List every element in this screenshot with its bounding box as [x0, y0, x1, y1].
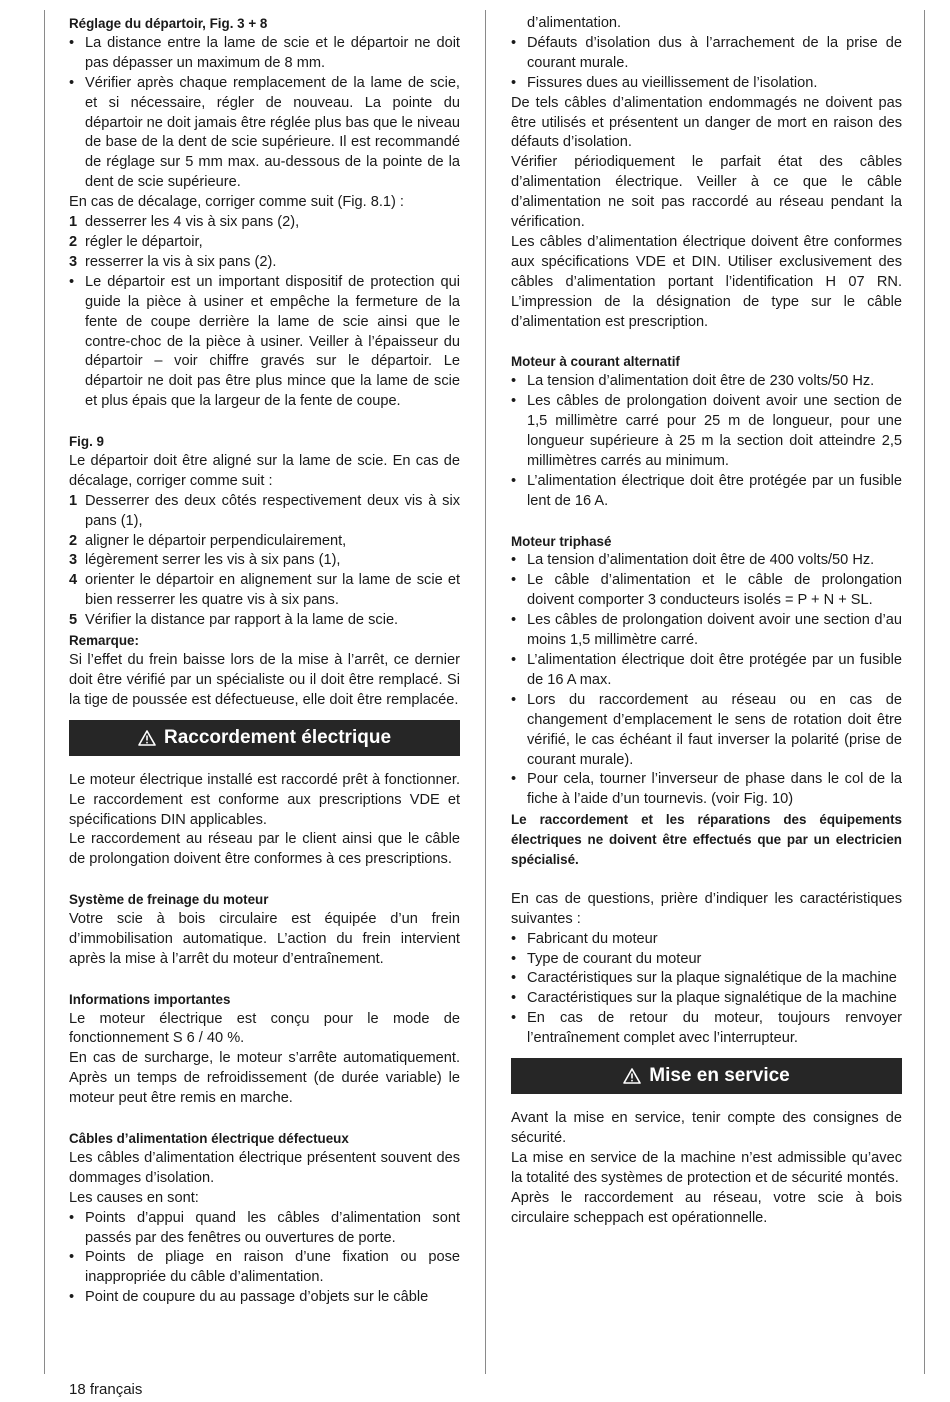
spacer — [69, 970, 460, 990]
verification-paragraph: Vérifier périodiquement le parfait état des câbles d’alimentation électrique. Veiller à ce que le câble d’alimentation ne soit pas raccordé au réseau pendant la vérification. — [511, 154, 902, 231]
reglage-title: Réglage du départoir, Fig. 3 + 8 — [69, 16, 268, 31]
spacer — [511, 333, 902, 353]
step-text: Desserrer des deux côtés respectivement deux vis à six pans (1), — [85, 492, 460, 529]
step-number: 5 — [69, 612, 78, 629]
mise-en-service-heading-bar — [511, 1058, 902, 1094]
list-item: • Caractéristiques sur la plaque signalétique de la machine — [511, 969, 902, 989]
tri-bullets — [511, 551, 902, 810]
spacer — [69, 1109, 460, 1129]
tri-title: Moteur triphasé — [511, 533, 612, 549]
step-text: orienter le départoir en alignement sur la lame de scie et bien resserrer les quatre vis à six pans. — [85, 572, 460, 609]
decalage-steps — [69, 213, 460, 273]
alt-bullets — [511, 372, 902, 511]
questions-intro: En cas de questions, prière d’indiquer les caractéristiques suivantes : — [511, 890, 902, 927]
list-item: • Fabricant du moteur — [511, 930, 902, 950]
column-divider-left — [44, 10, 45, 1374]
remarque-text: Si l’effet du frein baisse lors de la mise à l’arrêt, ce dernier doit être vérifié par un spécialiste ou il doit être remplacé. Si la tige de poussée est défectueuse, elle doit être remplacée. — [69, 651, 460, 708]
raccordement-heading: Raccordement électrique — [163, 726, 392, 748]
list-item: • Les câbles de prolongation doivent avoir une section de 1,5 millimètre carré pour 25 m de longueur, pour une longueur supérieure à 25 m la section doit atteindre 2,5 millimètres carrés au minimum. — [511, 392, 902, 472]
list-item: • L’alimentation électrique doit être protégée par un fusible de 16 A max. — [511, 651, 902, 691]
right-column — [511, 14, 902, 1229]
list-item: • Point de coupure du au passage d’objets sur le câble — [69, 1288, 460, 1308]
electrician-warning: Le raccordement et les réparations des équipements électriques ne doivent être effectués que par un electricien spécialisé. — [511, 812, 902, 868]
remarque-title: Remarque: — [69, 633, 139, 649]
mise-p3: Après le raccordement au réseau, votre scie à bois circulaire scheppach est opérationnelle. — [511, 1189, 902, 1226]
step-text: desserrer les 4 vis à six pans (2), — [85, 214, 300, 231]
questions-bullets — [511, 930, 902, 1049]
list-item: • En cas de retour du moteur, toujours renvoyer l’entraînement complet avec l’interrupteur. — [511, 1009, 902, 1049]
spacer — [69, 870, 460, 890]
step-number: 4 — [69, 572, 78, 589]
list-item: • Type de courant du moteur — [511, 950, 902, 970]
list-item: • Les câbles de prolongation doivent avoir une section d’au moins 1,5 millimètre carré. — [511, 611, 902, 651]
list-item — [69, 492, 460, 532]
list-item: • Le départoir est un important dispositif de protection qui guide la pièce à usiner et empêche la fermeture de la fente de coupe derrière la lame de scie ainsi que le contre-choc de la pièce à usiner. Veiller à l’épaisseur du départoir – voir chiffre gravés sur le départoir. Le départoir ne doit pas être plus mince que la lame de scie et plus épais que la largeur de la fente de coupe. — [69, 273, 460, 412]
cables-p2: Les causes en sont: — [69, 1189, 199, 1206]
infos-p2: En cas de surcharge, le moteur s’arrête automatiquement. Après un temps de refroidissement (de durée variable) le moteur peut être remis en marche. — [69, 1050, 460, 1107]
spacer — [511, 870, 902, 890]
page-footer: 18 français — [69, 1381, 143, 1398]
warning-triangle-icon — [138, 730, 156, 746]
step-text: resserrer la vis à six pans (2). — [85, 253, 277, 270]
list-item: • Défauts d’isolation dus à l’arrachement de la prise de courant murale. — [511, 34, 902, 74]
alt-title: Moteur à courant alternatif — [511, 354, 680, 370]
step-text: aligner le départoir perpendiculairement, — [85, 532, 347, 549]
list-item — [69, 551, 460, 571]
list-item: • Vérifier après chaque remplacement de la lame de scie, et si nécessaire, régler de nouveau. La pointe du départoir ne doit jamais être réglée plus bas que le niveau de base de la dent de scie supérieure. Il est recommandé de réglage sur 5 mm max. au-dessous de la pointe de la dent de scie supérieure. — [69, 74, 460, 193]
step-number: 1 — [69, 492, 78, 509]
mise-p2: La mise en service de la machine n’est admissible qu’avec la totalité des systèmes de protection et de sécurité montés. — [511, 1149, 902, 1186]
step-number: 2 — [69, 233, 78, 250]
left-column — [69, 14, 460, 1308]
list-item: • La distance entre la lame de scie et le départoir ne doit pas dépasser un maximum de 8 mm. — [69, 34, 460, 74]
raccordement-p2: Le raccordement au réseau par le client ainsi que le câble de prolongation doivent être conformes à ces prescriptions. — [69, 831, 460, 868]
list-item: • Pour cela, tourner l’inverseur de phase dans le col de la fiche à l’aide d’un tournevis. (voir Fig. 10) — [511, 770, 902, 810]
list-item: • La tension d’alimentation doit être de 230 volts/50 Hz. — [511, 372, 902, 392]
list-item: • Points de pliage en raison d’une fixation ou pose inappropriée du câble d’alimentation. — [69, 1248, 460, 1288]
fig9-title: Fig. 9 — [69, 434, 104, 450]
step-text: Vérifier la distance par rapport à la lame de scie. — [85, 612, 399, 629]
list-item: • La tension d’alimentation doit être de 400 volts/50 Hz. — [511, 551, 902, 571]
spacer — [69, 412, 460, 432]
departoir-bullets — [69, 273, 460, 412]
list-item: • Fissures dues au vieillissement de l’isolation. — [511, 74, 902, 94]
step-number: 2 — [69, 532, 78, 549]
step-number: 3 — [69, 552, 78, 569]
list-item — [69, 611, 460, 631]
list-item — [69, 571, 460, 611]
list-item: • Points d’appui quand les câbles d’alimentation sont passés par des fenêtres ou ouvertures de porte. — [69, 1209, 460, 1249]
list-item — [69, 233, 460, 253]
reglage-bullets — [69, 34, 460, 193]
raccordement-p1: Le moteur électrique installé est raccordé prêt à fonctionner. Le raccordement est conforme aux prescriptions VDE et spécifications DIN applicables. — [69, 771, 460, 828]
step-text: régler le départoir, — [85, 233, 203, 250]
warning-triangle-icon — [623, 1068, 641, 1084]
step-number: 1 — [69, 214, 78, 231]
decalage-intro: En cas de décalage, corriger comme suit (Fig. 8.1) : — [69, 194, 404, 211]
fig9-intro: Le départoir doit être aligné sur la lame de scie. En cas de décalage, corriger comme suit : — [69, 452, 460, 489]
continued-line: d’alimentation. — [527, 15, 622, 31]
raccordement-heading-bar — [69, 720, 460, 756]
list-item: • L’alimentation électrique doit être protégée par un fusible lent de 16 A. — [511, 472, 902, 512]
fig9-steps — [69, 492, 460, 631]
step-number: 3 — [69, 253, 78, 270]
list-item: • Lors du raccordement au réseau ou en cas de changement d’emplacement le sens de rotation doit être vérifié, le cas échéant il faut inverser la polarité (prise de courant murale). — [511, 691, 902, 771]
mise-en-service-heading: Mise en service — [649, 1065, 790, 1087]
spacer — [511, 512, 902, 532]
conformes-paragraph: Les câbles d’alimentation électrique doivent être conformes aux spécifications VDE et DIN. Utiliser exclusivement des câbles d’alimentation portant l’identification H 07 RN. L’impression de la désignation de type sur le câble d’alimentation est prescription. — [511, 233, 902, 330]
list-item: • Le câble d’alimentation et le câble de prolongation doivent comporter 3 conducteurs isolés = P + N + SL. — [511, 571, 902, 611]
frein-text: Votre scie à bois circulaire est équipée d’un frein d’immobilisation automatique. L’action du frein intervient après la mise à l’arrêt du moteur d’entraînement. — [69, 911, 460, 967]
column-divider-right — [924, 10, 925, 1374]
step-text: légèrement serrer les vis à six pans (1), — [85, 552, 341, 569]
list-item — [69, 213, 460, 233]
list-item: • Caractéristiques sur la plaque signalétique de la machine — [511, 989, 902, 1009]
cables-p1: Les câbles d’alimentation électrique présentent souvent des dommages d’isolation. — [69, 1149, 460, 1186]
list-item — [69, 532, 460, 552]
column-divider-middle — [485, 10, 486, 1374]
infos-p1: Le moteur électrique est conçu pour le mode de fonctionnement S 6 / 40 %. — [69, 1010, 460, 1047]
mise-p1: Avant la mise en service, tenir compte des consignes de sécurité. — [511, 1110, 902, 1146]
cables-bullets — [69, 1209, 460, 1309]
cables-title: Câbles d’alimentation électrique défectueux — [69, 1130, 349, 1146]
continued-bullets — [511, 34, 902, 94]
list-item — [69, 253, 460, 273]
danger-paragraph: De tels câbles d’alimentation endommagés ne doivent pas être utilisés et présentent un danger de mort en raison des défauts d’isolation. — [511, 94, 902, 151]
infos-title: Informations importantes — [69, 991, 231, 1007]
frein-title: Système de freinage du moteur — [69, 892, 269, 908]
